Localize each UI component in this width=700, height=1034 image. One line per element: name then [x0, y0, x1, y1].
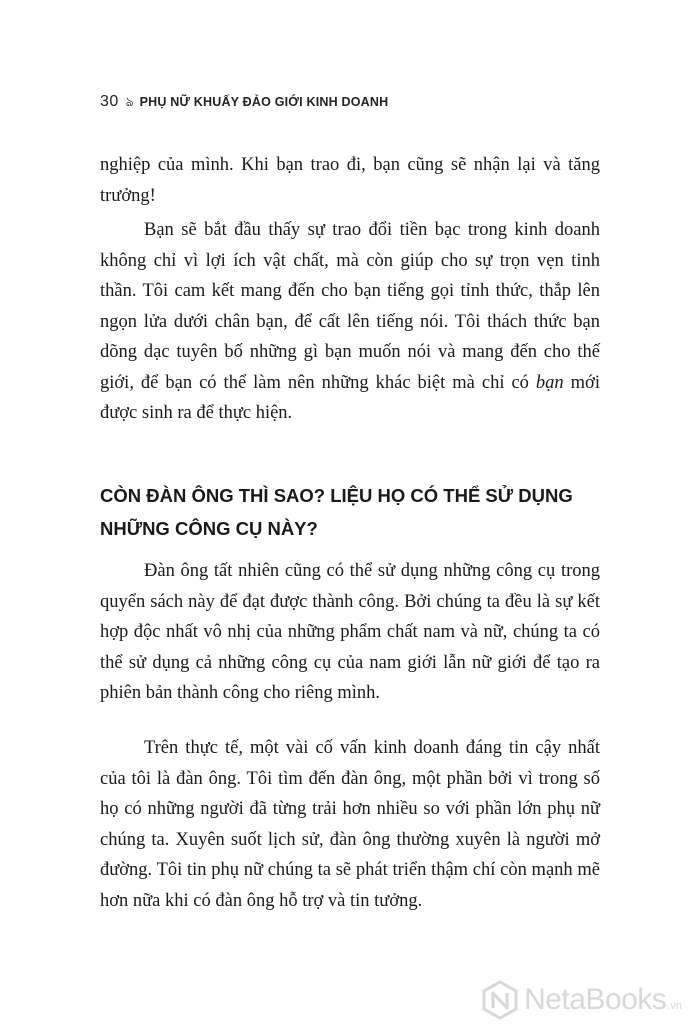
paragraph: [100, 215, 600, 429]
page-number: 30: [100, 93, 119, 110]
netabooks-logo-icon: [480, 980, 520, 1020]
paragraph-text: nghiệp của mình. Khi bạn trao đi, bạn cũng sẽ nhận lại và tăng trưởng!: [100, 155, 600, 206]
paragraph-text: Trên thực tế, một vài cố vấn kinh doanh đáng tin cậy nhất của tôi là đàn ông. Tôi tìm đến đàn ông, một phần bởi vì trong số họ có những người đã từng trải hơn nhiều so với phần lớn phụ nữ chúng ta. Xuyên suốt lịch sử, đàn ông thường xuyên là người mở đường. Tôi tin phụ nữ chúng ta sẽ phát triển thậm chí còn mạnh mẽ hơn nữa khi có đàn ông hỗ trợ và tin tưởng.: [100, 738, 600, 911]
paragraph-text-end: mới được sinh ra để thực hiện.: [100, 372, 600, 423]
section-heading: CÒN ĐÀN ÔNG THÌ SAO? LIỆU HỌ CÓ THỂ SỬ DỤNG NHỮNG CÔNG CỤ NÀY?: [100, 485, 573, 539]
running-header: [100, 93, 388, 114]
paragraph-text: Đàn ông tất nhiên cũng có thể sử dụng những công cụ trong quyển sách này để đạt được thành công. Bởi chúng ta đều là sự kết hợp độc nhất vô nhị của những phẩm chất nam và nữ, chúng ta có thể sử dụng cả những công cụ của nam giới lẫn nữ giới để tạo ra phiên bản thành công cho riêng mình.: [100, 561, 600, 703]
paragraph: [100, 733, 600, 916]
paragraph-text-start: Bạn sẽ bắt đầu thấy sự trao đổi tiền bạc trong kinh doanh không chỉ vì lợi ích vật chất, mà còn giúp cho sự trọn vẹn tinh thần. Tôi cam kết mang đến cho bạn tiếng gọi tỉnh thức, thắp lên ngọn lửa dưới chân bạn, để cất lên tiếng nói. Tôi thách thức bạn dõng dạc tuyên bố những gì bạn muốn nói và mang đến cho thế giới, để bạn có thể làm nên những khác biệt mà chỉ có: [100, 220, 600, 393]
paragraph-text: [100, 215, 600, 429]
paragraph: [100, 556, 600, 709]
watermark-brand: NetaBooks: [524, 983, 667, 1016]
watermark: [480, 980, 682, 1020]
running-header-title: PHỤ NỮ KHUẤY ĐẢO GIỚI KINH DOANH: [139, 95, 389, 109]
paragraph-continued: [100, 150, 600, 211]
emphasis-text: bạn: [535, 372, 564, 393]
watermark-suffix: .vn: [667, 1000, 682, 1012]
header-ornament-icon: ঌ: [125, 95, 134, 110]
